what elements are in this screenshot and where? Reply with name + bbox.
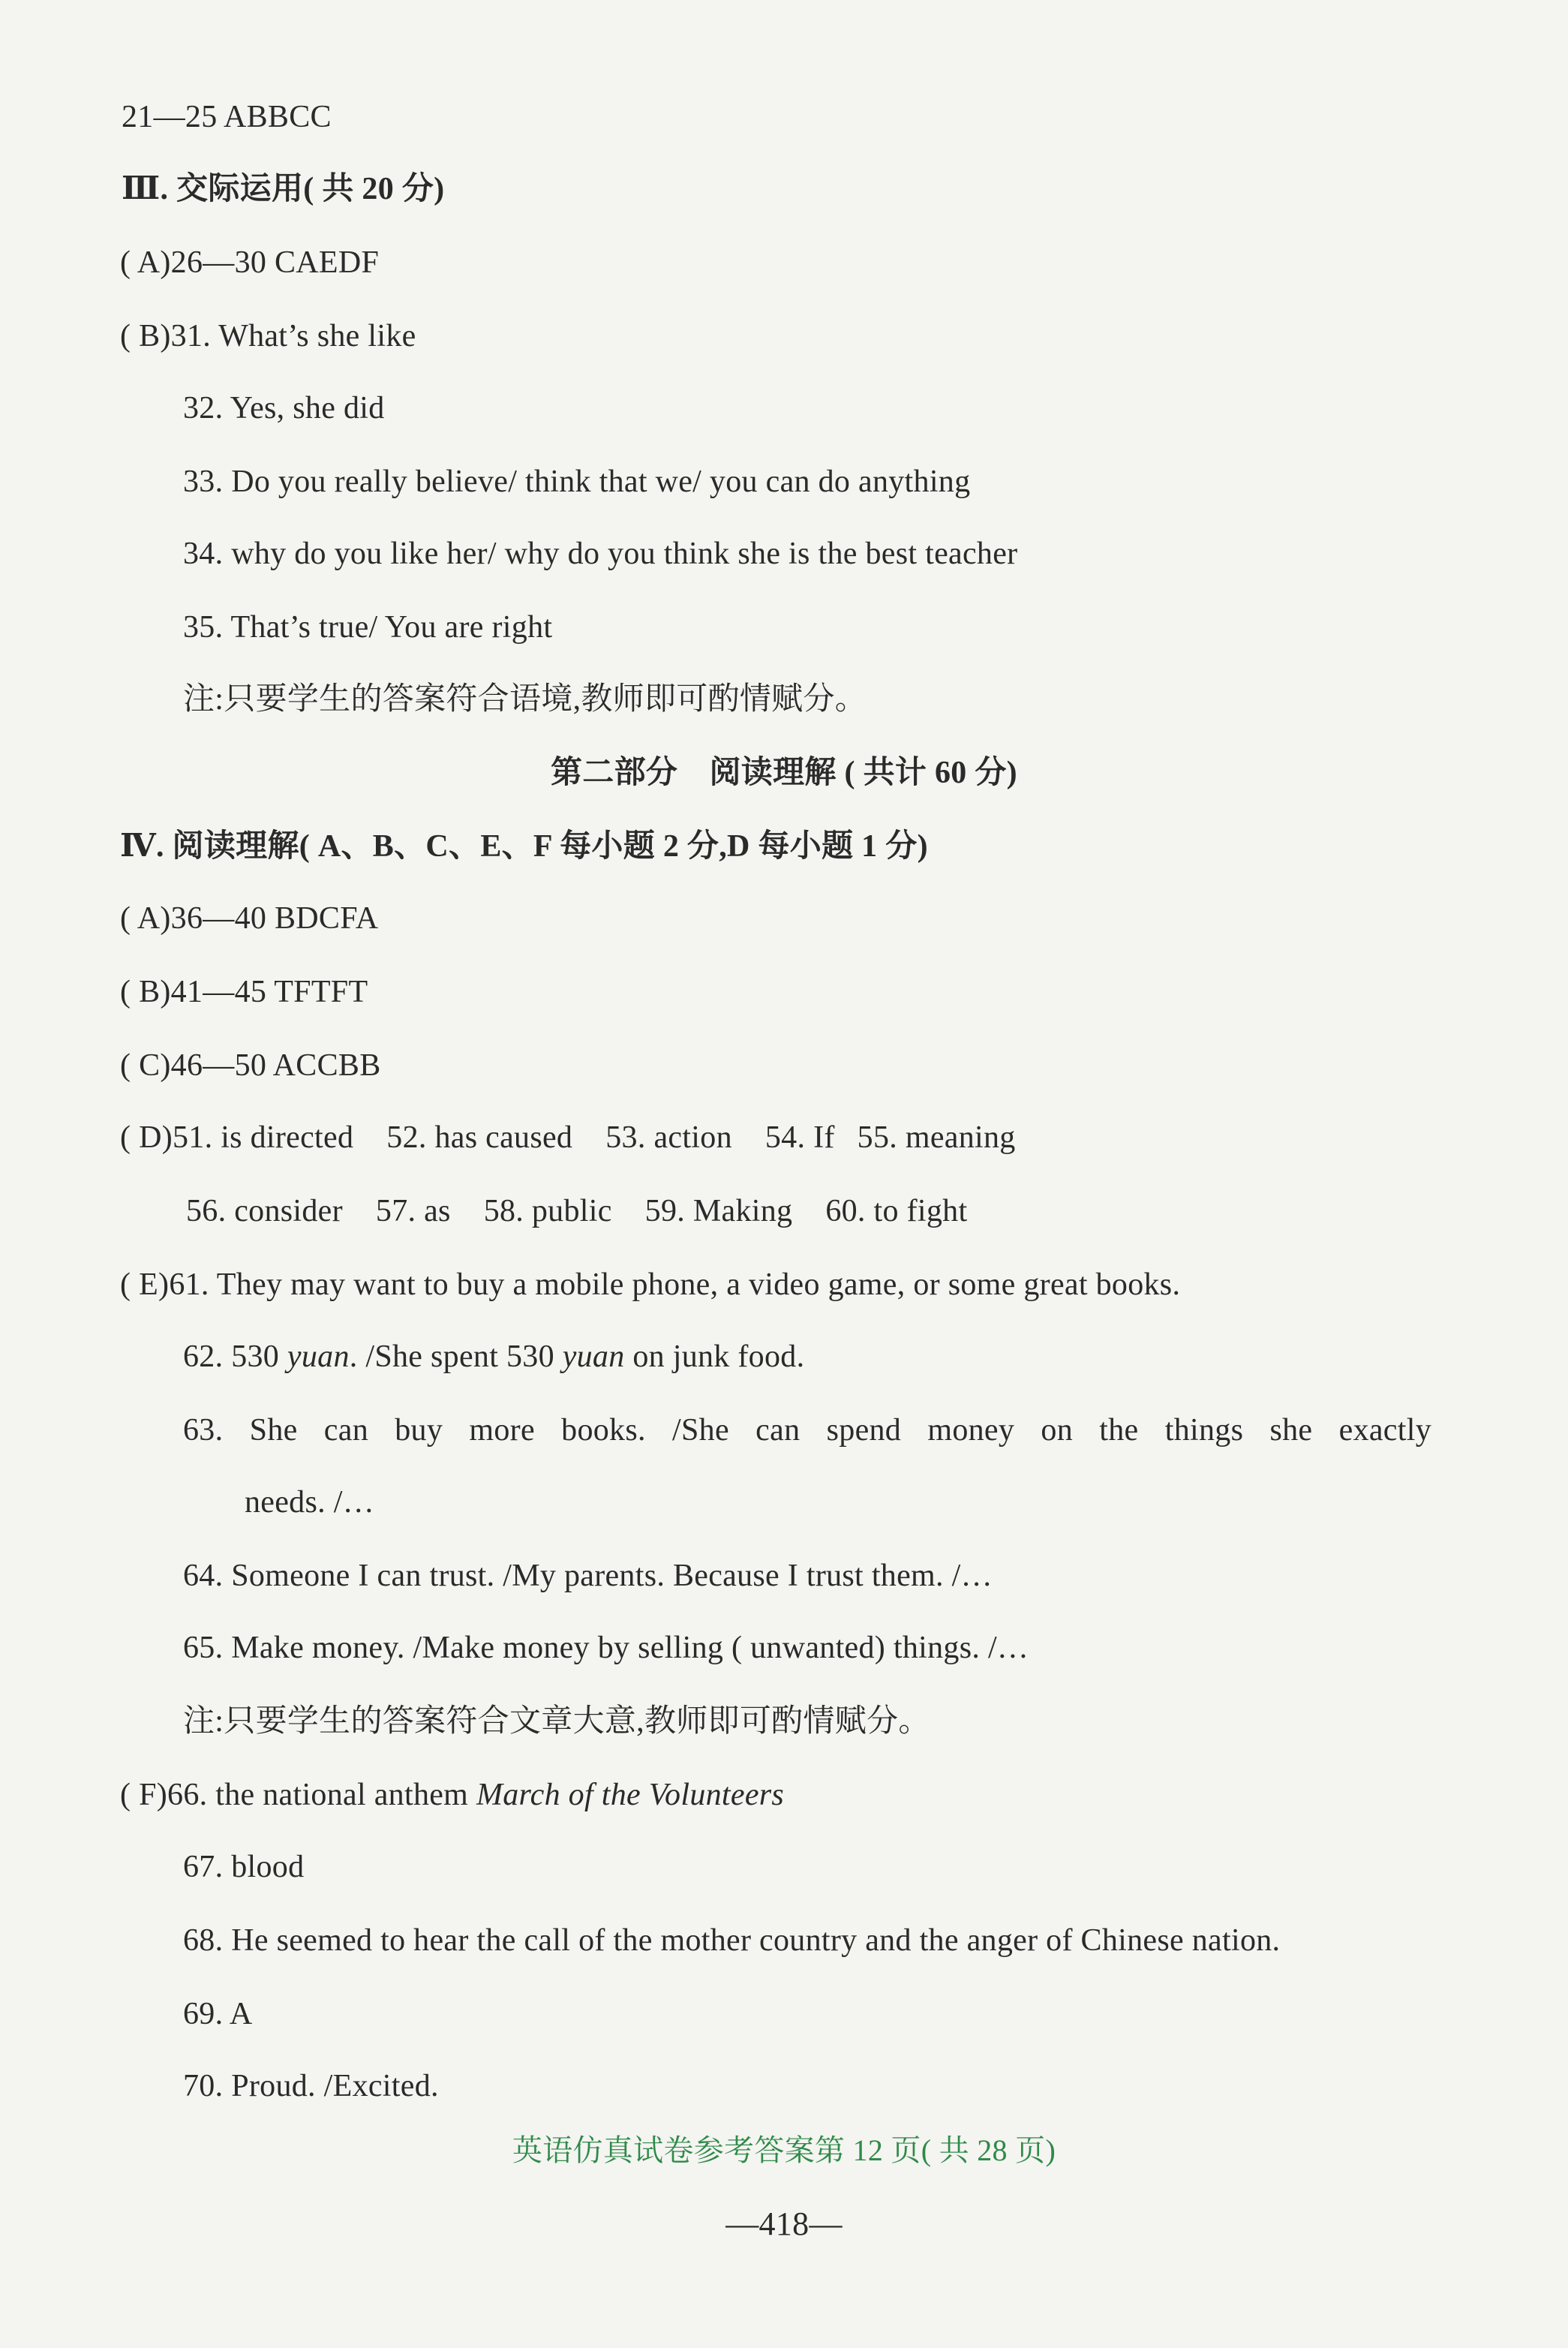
answers-51-55 <box>120 1115 1016 1160</box>
answer-32: 32. Yes, she did <box>183 391 385 425</box>
answer-62 <box>183 1334 804 1379</box>
answer-62-part-3: on junk food. <box>624 1339 805 1374</box>
note-2: 注:只要学生的答案符合文章大意,教师即可酌情赋分。 <box>183 1704 930 1739</box>
answers-21-25: 21—25 ABBCC <box>122 100 332 134</box>
answers-56-60 <box>186 1189 967 1234</box>
answer-34: 34. why do you like her/ why do you think she is the best teacher <box>183 537 1018 571</box>
yuan-italic: yuan <box>287 1339 350 1374</box>
answer-60: 60. to fight <box>825 1194 968 1228</box>
answer-54: 54. If <box>764 1120 835 1155</box>
answer-65: 65. Make money. /Make money by selling ( unwanted) things. /… <box>183 1631 1029 1665</box>
anthem-title: March of the Volunteers <box>476 1778 785 1812</box>
answer-33: 33. Do you really believe/ think that we/ you can do anything <box>183 464 971 499</box>
answer-68: 68. He seemed to hear the call of the mother country and the anger of Chinese nation. <box>183 1923 1281 1958</box>
answer-58: 58. public <box>483 1194 612 1228</box>
answer-64: 64. Someone I can trust. /My parents. Because I trust them. /… <box>183 1559 993 1593</box>
answer-61: ( E)61. They may want to buy a mobile phone, a video game, or some great books. <box>120 1267 1181 1302</box>
answers-41-45: ( B)41—45 TFTFT <box>120 975 368 1009</box>
answers-46-50: ( C)46—50 ACCBB <box>120 1048 381 1083</box>
answers-26-30: ( A)26—30 CAEDF <box>120 245 380 280</box>
yuan-italic: yuan <box>562 1339 625 1374</box>
answer-62-part-1: 62. 530 <box>183 1339 287 1374</box>
answer-35: 35. That’s true/ You are right <box>183 610 553 645</box>
answer-31: ( B)31. What’s she like <box>120 319 416 353</box>
answer-62-part-2: . /She spent 530 <box>349 1339 563 1374</box>
answer-67: 67. blood <box>183 1850 305 1884</box>
answer-66 <box>120 1772 784 1817</box>
answers-36-40: ( A)36—40 BDCFA <box>120 901 379 936</box>
answer-59: 59. Making <box>644 1194 793 1228</box>
answer-63-line-2: needs. /… <box>245 1485 374 1520</box>
answer-63-line-1: 63. She can buy more books. /She can spend money on the things she exactly <box>183 1413 1431 1448</box>
answer-57: 57. as <box>375 1194 451 1228</box>
answer-52: 52. has caused <box>386 1120 573 1155</box>
page-number: —418— <box>725 2205 843 2242</box>
answer-53: 53. action <box>605 1120 732 1155</box>
section-3-heading: Ⅲ. 交际运用( 共 20 分) <box>122 172 445 206</box>
section-4-heading: Ⅳ. 阅读理解( A、B、C、E、F 每小题 2 分,D 每小题 1 分) <box>120 829 928 864</box>
answer-69: 69. A <box>183 1997 253 2031</box>
answer-56: 56. consider <box>186 1194 343 1228</box>
part-2-heading: 第二部分 阅读理解 ( 共计 60 分) <box>551 756 1017 790</box>
answer-55: 55. meaning <box>857 1120 1016 1155</box>
answer-66-text: ( F)66. the national anthem <box>120 1778 476 1812</box>
answer-70: 70. Proud. /Excited. <box>183 2069 439 2103</box>
footer-caption: 英语仿真试卷参考答案第 12 页( 共 28 页) <box>512 2133 1056 2167</box>
note-1: 注:只要学生的答案符合语境,教师即可酌情赋分。 <box>183 682 867 717</box>
answer-51: ( D)51. is directed <box>120 1120 354 1155</box>
